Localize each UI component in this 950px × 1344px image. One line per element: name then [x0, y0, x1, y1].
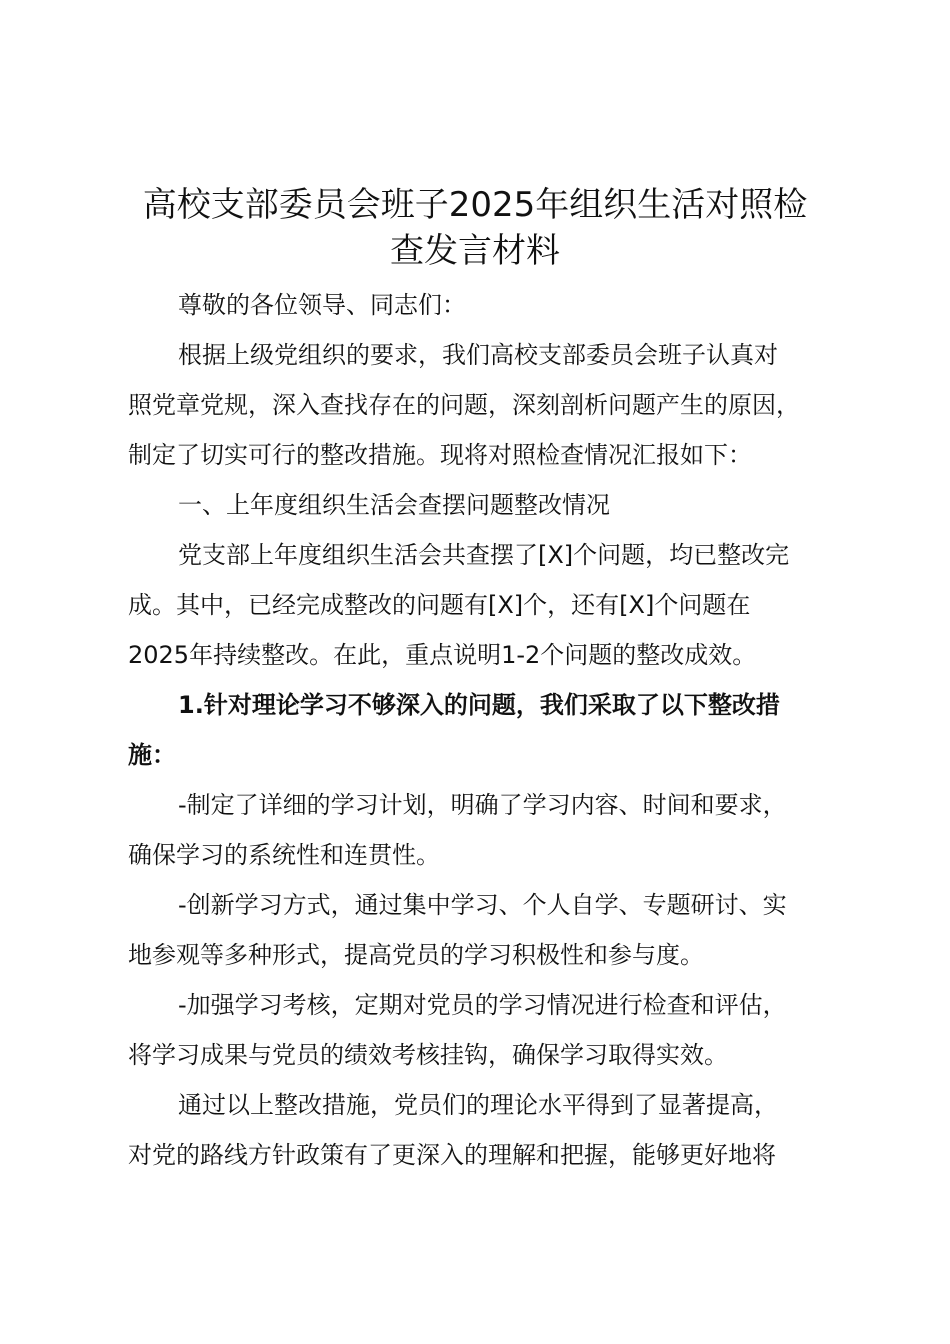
- paragraph-1-line-2: 照党章党规，深入查找存在的问题，深刻剖析问题产生的原因，: [128, 391, 800, 419]
- measure-1-line-2: 确保学习的系统性和连贯性。: [128, 841, 440, 869]
- paragraph-1-line-3: 制定了切实可行的整改措施。现将对照检查情况汇报如下：: [128, 441, 752, 469]
- greeting: 尊敬的各位领导、同志们：: [178, 291, 466, 319]
- subheading-1-line-2: 施：: [128, 741, 176, 769]
- section-heading-1: 一、上年度组织生活会查摆问题整改情况: [178, 491, 610, 519]
- title-line-2: 查发言材料: [390, 231, 560, 271]
- document-body: [128, 280, 838, 1180]
- measure-1-line-1: -制定了详细的学习计划，明确了学习内容、时间和要求，: [178, 791, 787, 819]
- measure-2-line-1: -创新学习方式，通过集中学习、个人自学、专题研讨、实: [178, 891, 787, 919]
- measure-2-line-2: 地参观等多种形式，提高党员的学习积极性和参与度。: [128, 941, 704, 969]
- paragraph-result-line-1: 通过以上整改措施，党员们的理论水平得到了显著提高，: [178, 1091, 778, 1119]
- paragraph-1-line-1: 根据上级党组织的要求，我们高校支部委员会班子认真对: [178, 341, 778, 369]
- document-title: [110, 182, 840, 274]
- title-line-1: 高校支部委员会班子2025年组织生活对照检: [142, 185, 808, 225]
- measure-3-line-1: -加强学习考核，定期对党员的学习情况进行检查和评估，: [178, 991, 787, 1019]
- paragraph-2-line-2: 成。其中，已经完成整改的问题有[X]个，还有[X]个问题在: [128, 591, 751, 619]
- paragraph-result-line-2: 对党的路线方针政策有了更深入的理解和把握，能够更好地将: [128, 1141, 776, 1169]
- paragraph-2-line-1: 党支部上年度组织生活会共查摆了[X]个问题，均已整改完: [178, 541, 790, 569]
- paragraph-2-line-3: 2025年持续整改。在此，重点说明1-2个问题的整改成效。: [128, 641, 757, 669]
- measure-3-line-2: 将学习成果与党员的绩效考核挂钩，确保学习取得实效。: [128, 1041, 728, 1069]
- subheading-1-line-1: 1.针对理论学习不够深入的问题，我们采取了以下整改措: [178, 691, 780, 719]
